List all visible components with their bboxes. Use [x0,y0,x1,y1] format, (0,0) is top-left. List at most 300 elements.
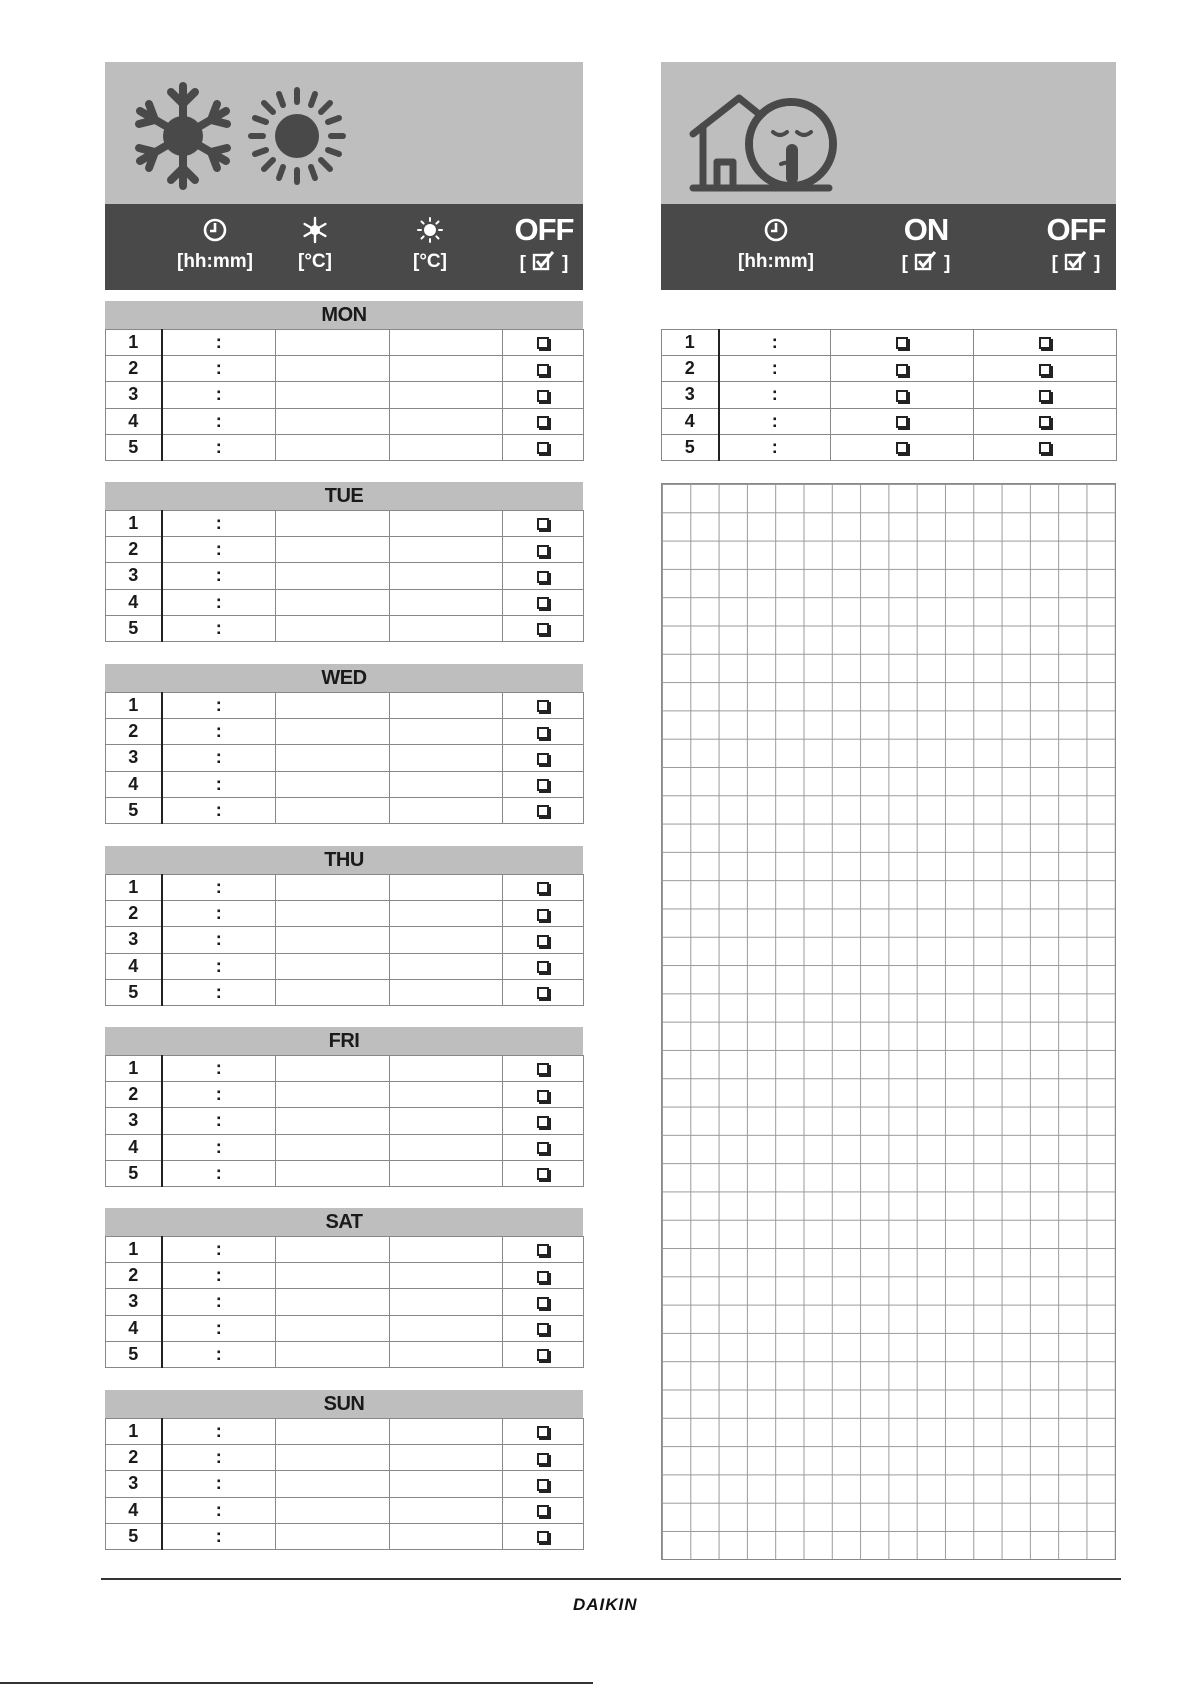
time-field[interactable]: : [162,1263,276,1289]
slot-number: 1 [106,511,162,537]
bracket-open: [ [901,253,908,274]
footer-divider [101,1578,1121,1580]
time-field[interactable]: : [162,1082,276,1108]
on-checkbox-cell[interactable] [831,356,974,382]
off-label: OFF [514,212,574,247]
cool-temp-field[interactable] [276,511,390,537]
off-checkbox-cell[interactable] [503,927,584,953]
slot-number: 2 [106,901,162,927]
slot-number: 4 [662,408,719,434]
off-checkbox-cell[interactable] [503,330,584,356]
heat-temp-field[interactable] [390,615,503,641]
off-checkbox[interactable] [537,1323,549,1335]
slot-number: 2 [106,719,162,745]
off-checkbox[interactable] [537,571,549,583]
off-checkbox[interactable] [537,518,549,530]
off-checkbox-cell[interactable] [503,1056,584,1082]
quiet-mode-icon [689,92,839,196]
time-field[interactable]: : [162,356,276,382]
bracket-close: ] [944,253,951,274]
on-checkbox-cell[interactable] [831,330,974,356]
table-row [106,745,584,771]
cool-temp-field[interactable] [276,979,390,1005]
slot-number: 4 [106,1497,162,1523]
table-row [106,589,584,615]
slot-number: 4 [106,1134,162,1160]
table-row [106,693,584,719]
heat-temp-field[interactable] [390,719,503,745]
on-checkbox-cell[interactable] [831,408,974,434]
table-row [106,1263,584,1289]
off-checkbox-cell[interactable] [503,745,584,771]
clock-icon [202,217,228,243]
time-field[interactable]: : [162,1160,276,1186]
time-field[interactable]: : [162,1445,276,1471]
heat-temp-field[interactable] [390,1523,503,1549]
heat-temp-field[interactable] [390,1108,503,1134]
heat-temp-field[interactable] [390,901,503,927]
cool-temp-field[interactable] [276,1497,390,1523]
cool-temp-field[interactable] [276,771,390,797]
slot-number: 1 [106,693,162,719]
cool-temp-field[interactable] [276,1445,390,1471]
cool-temp-field[interactable] [276,615,390,641]
off-checkbox-cell[interactable] [503,1160,584,1186]
clock-icon [763,217,789,243]
cool-temp-field[interactable] [276,1341,390,1367]
cool-temp-field[interactable] [276,1419,390,1445]
time-field[interactable]: : [162,382,276,408]
off-checkbox[interactable] [537,364,549,376]
slot-number: 5 [662,434,719,460]
snowflake-icon [133,82,233,190]
cool-temp-field[interactable] [276,330,390,356]
cool-temp-field[interactable] [276,537,390,563]
heat-temp-field[interactable] [390,330,503,356]
heat-temp-field[interactable] [390,1237,503,1263]
cool-temp-field[interactable] [276,1082,390,1108]
snowflake-small-icon [301,216,329,244]
off-checkbox-cell[interactable] [974,382,1117,408]
off-column-header [505,204,583,290]
day-schedule-table [105,874,584,1006]
table-row [106,408,584,434]
slot-number: 5 [106,434,162,460]
heat-temp-field[interactable] [390,771,503,797]
off-checkbox-cell[interactable] [974,408,1117,434]
on-checkbox[interactable] [896,364,908,376]
on-checkbox[interactable] [896,337,908,349]
time-unit-label: [hh:mm] [738,251,814,272]
heat-temp-field[interactable] [390,1134,503,1160]
off-checkbox[interactable] [537,1142,549,1154]
off-checkbox[interactable] [537,753,549,765]
off-checkbox[interactable] [537,987,549,999]
cool-temp-field[interactable] [276,1289,390,1315]
heat-temp-field[interactable] [390,797,503,823]
day-block-fri [105,1027,583,1187]
off-checkbox-cell[interactable] [503,1523,584,1549]
sun-icon [247,86,347,186]
off-checkbox-cell[interactable] [503,537,584,563]
slot-number: 3 [106,382,162,408]
slot-number: 2 [106,356,162,382]
off-checkbox-cell[interactable] [503,1445,584,1471]
table-row [106,953,584,979]
off-checkbox-cell[interactable] [974,330,1117,356]
table-row [662,408,1117,434]
time-field[interactable]: : [162,1419,276,1445]
off-checkbox[interactable] [537,390,549,402]
cool-temp-field[interactable] [276,382,390,408]
off-checkbox-cell[interactable] [503,719,584,745]
off-checkbox[interactable] [537,1531,549,1543]
off-checkbox[interactable] [537,1063,549,1075]
heat-temp-field[interactable] [390,382,503,408]
cool-temp-field[interactable] [276,901,390,927]
off-checkbox-cell[interactable] [503,771,584,797]
off-checkbox[interactable] [537,623,549,635]
heat-temp-field[interactable] [390,1471,503,1497]
time-unit-label: [hh:mm] [177,251,253,272]
off-checkbox[interactable] [537,727,549,739]
off-checkbox-cell[interactable] [974,434,1117,460]
on-column-header [886,204,966,290]
slot-number: 3 [106,1289,162,1315]
table-row [106,1134,584,1160]
table-row [106,434,584,460]
slot-number: 5 [106,797,162,823]
off-checkbox[interactable] [537,545,549,557]
slot-number: 4 [106,408,162,434]
off-checkbox-cell[interactable] [503,1315,584,1341]
day-schedule-table [105,1055,584,1187]
day-header: TUE [105,482,583,510]
checkbox-checked-icon [532,250,556,272]
heat-temp-field[interactable] [390,745,503,771]
cool-temp-field[interactable] [276,356,390,382]
table-row [106,1315,584,1341]
table-row [106,875,584,901]
off-checkbox-cell[interactable] [503,1108,584,1134]
slot-number: 5 [106,1523,162,1549]
heat-temp-field[interactable] [390,563,503,589]
slot-number: 3 [662,382,719,408]
day-block-sat [105,1208,583,1368]
table-row [106,1445,584,1471]
day-header: MON [105,301,583,329]
heat-temp-field[interactable] [390,1315,503,1341]
cool-temp-field[interactable] [276,953,390,979]
heat-temp-field[interactable] [390,356,503,382]
heat-temp-field[interactable] [390,1263,503,1289]
on-checkbox[interactable] [896,442,908,454]
off-checkbox[interactable] [537,1244,549,1256]
off-checkbox[interactable] [537,1116,549,1128]
checkbox-checked-icon [914,250,938,272]
off-checkbox[interactable] [537,909,549,921]
time-field[interactable]: : [162,745,276,771]
cool-temp-field[interactable] [276,1523,390,1549]
off-checkbox-cell[interactable] [503,797,584,823]
off-checkbox[interactable] [537,882,549,894]
day-header: WED [105,664,583,692]
table-row [106,1523,584,1549]
notes-grid [661,483,1116,1560]
cool-temp-field[interactable] [276,797,390,823]
off-checkbox-cell[interactable] [503,1289,584,1315]
slot-number: 1 [106,1419,162,1445]
time-field[interactable]: : [162,1341,276,1367]
time-field[interactable]: : [162,563,276,589]
time-field[interactable]: : [162,953,276,979]
off-checkbox[interactable] [537,1349,549,1361]
off-checkbox[interactable] [537,805,549,817]
cool-temp-field[interactable] [276,1160,390,1186]
day-header: SAT [105,1208,583,1236]
slot-number: 1 [662,330,719,356]
cool-temp-field[interactable] [276,1108,390,1134]
time-field[interactable]: : [162,589,276,615]
time-field[interactable]: : [719,330,831,356]
heat-temp-field[interactable] [390,1082,503,1108]
time-field[interactable]: : [162,797,276,823]
heat-temp-field[interactable] [390,1497,503,1523]
heat-temp-field[interactable] [390,1341,503,1367]
cool-temp-field[interactable] [276,719,390,745]
time-field[interactable]: : [162,1289,276,1315]
off-checkbox-cell[interactable] [503,511,584,537]
cool-temp-field[interactable] [276,563,390,589]
bottom-rule [0,1682,593,1684]
day-schedule-table [105,692,584,824]
heat-temp-field[interactable] [390,511,503,537]
heat-temp-field[interactable] [390,434,503,460]
time-field[interactable]: : [162,615,276,641]
slot-number: 2 [106,537,162,563]
off-checkbox[interactable] [1039,416,1051,428]
table-row [106,979,584,1005]
off-checkbox[interactable] [537,1168,549,1180]
off-checkbox-cell[interactable] [503,901,584,927]
slot-number: 2 [662,356,719,382]
day-header: FRI [105,1027,583,1055]
day-schedule-table [105,510,584,642]
off-checkbox[interactable] [537,1453,549,1465]
on-checkbox[interactable] [896,390,908,402]
heat-temp-field[interactable] [390,1419,503,1445]
off-checkbox-cell[interactable] [503,693,584,719]
cool-temp-field[interactable] [276,1134,390,1160]
table-row [106,1056,584,1082]
time-field[interactable]: : [162,1108,276,1134]
cool-temp-field[interactable] [276,408,390,434]
heat-temp-field[interactable] [390,693,503,719]
off-checkbox-cell[interactable] [503,1237,584,1263]
off-checkbox-cell[interactable] [503,615,584,641]
time-field[interactable]: : [162,330,276,356]
time-field[interactable]: : [162,771,276,797]
slot-number: 4 [106,1315,162,1341]
heat-temp-field[interactable] [390,979,503,1005]
time-field[interactable]: : [162,719,276,745]
table-row [662,330,1117,356]
table-row [106,927,584,953]
off-checkbox-cell[interactable] [503,875,584,901]
slot-number: 1 [106,1237,162,1263]
table-row [106,771,584,797]
time-field[interactable]: : [719,356,831,382]
off-checkbox[interactable] [537,779,549,791]
on-checkbox-cell[interactable] [831,434,974,460]
time-field[interactable]: : [162,1134,276,1160]
off-checkbox[interactable] [537,337,549,349]
heat-temp-field[interactable] [390,1289,503,1315]
off-checkbox-cell[interactable] [503,1082,584,1108]
off-checkbox[interactable] [1039,442,1051,454]
slot-number: 3 [106,927,162,953]
table-row [106,563,584,589]
off-checkbox-cell[interactable] [503,1341,584,1367]
time-field[interactable]: : [719,382,831,408]
heat-temp-field[interactable] [390,1445,503,1471]
off-checkbox[interactable] [537,1479,549,1491]
off-checkbox-cell[interactable] [503,953,584,979]
off-checkbox[interactable] [1039,364,1051,376]
time-field[interactable]: : [162,1471,276,1497]
off-checkbox[interactable] [1039,337,1051,349]
off-checkbox-cell[interactable] [503,356,584,382]
daikin-logo: DAIKIN [573,1595,638,1614]
off-checkbox-cell[interactable] [503,382,584,408]
off-checkbox-cell[interactable] [503,434,584,460]
off-checkbox[interactable] [537,1090,549,1102]
off-checkbox[interactable] [537,961,549,973]
cool-temp-field[interactable] [276,1263,390,1289]
on-checkbox[interactable] [896,416,908,428]
on-label: ON [903,212,949,247]
bracket-open: [ [519,253,526,274]
off-checkbox-cell[interactable] [503,1497,584,1523]
time-field[interactable]: : [719,408,831,434]
table-row [106,1082,584,1108]
table-row [106,511,584,537]
off-checkbox-cell[interactable] [503,1134,584,1160]
bracket-close: ] [562,253,569,274]
off-column-header [1036,204,1116,290]
cool-temp-field[interactable] [276,434,390,460]
heat-temp-field[interactable] [390,875,503,901]
heat-temp-field[interactable] [390,537,503,563]
off-checkbox[interactable] [537,416,549,428]
time-field[interactable]: : [719,434,831,460]
table-row [106,1419,584,1445]
cool-temp-field[interactable] [276,875,390,901]
table-row [106,537,584,563]
time-field[interactable]: : [162,1315,276,1341]
time-field[interactable]: : [162,434,276,460]
off-checkbox[interactable] [537,442,549,454]
heat-temp-field[interactable] [390,1160,503,1186]
heat-temp-field[interactable] [390,1056,503,1082]
cool-temp-field[interactable] [276,693,390,719]
off-checkbox-cell[interactable] [503,563,584,589]
day-block-tue [105,482,583,642]
off-checkbox[interactable] [537,700,549,712]
time-field[interactable]: : [162,1523,276,1549]
time-field[interactable]: : [162,901,276,927]
table-row [662,382,1117,408]
off-checkbox-cell[interactable] [503,1263,584,1289]
heat-temp-unit-label: [°C] [413,251,447,272]
time-field[interactable]: : [162,511,276,537]
heat-temp-field[interactable] [390,589,503,615]
day-header: THU [105,846,583,874]
on-checkbox-cell[interactable] [831,382,974,408]
cool-temp-field[interactable] [276,745,390,771]
bracket-close: ] [1094,253,1101,274]
cool-temp-unit-label: [°C] [298,251,332,272]
off-checkbox[interactable] [537,1505,549,1517]
off-checkbox-cell[interactable] [503,979,584,1005]
heat-temp-field[interactable] [390,408,503,434]
time-field[interactable]: : [162,693,276,719]
off-checkbox-cell[interactable] [503,408,584,434]
time-field[interactable]: : [162,1056,276,1082]
time-field[interactable]: : [162,537,276,563]
cool-temp-field[interactable] [276,927,390,953]
off-checkbox[interactable] [537,1297,549,1309]
slot-number: 2 [106,1445,162,1471]
time-field[interactable]: : [162,875,276,901]
time-field[interactable]: : [162,1237,276,1263]
off-checkbox[interactable] [1039,390,1051,402]
cool-temp-field[interactable] [276,1056,390,1082]
off-checkbox[interactable] [537,1426,549,1438]
slot-number: 4 [106,771,162,797]
off-checkbox-cell[interactable] [974,356,1117,382]
off-checkbox-cell[interactable] [503,1419,584,1445]
quiet-time-column-header [721,204,831,290]
table-row [106,1471,584,1497]
heat-temp-field[interactable] [390,953,503,979]
cool-temp-column-header [275,204,355,290]
slot-number: 5 [106,615,162,641]
checkbox-checked-icon [1064,250,1088,272]
off-checkbox[interactable] [537,935,549,947]
time-field[interactable]: : [162,408,276,434]
off-checkbox-cell[interactable] [503,589,584,615]
off-checkbox[interactable] [537,1271,549,1283]
table-row [106,1289,584,1315]
time-field[interactable]: : [162,927,276,953]
table-row [106,1341,584,1367]
time-field[interactable]: : [162,1497,276,1523]
heat-temp-field[interactable] [390,927,503,953]
table-row [106,1237,584,1263]
day-block-thu [105,846,583,1006]
off-checkbox-cell[interactable] [503,1471,584,1497]
right-column-header [661,204,1116,290]
cool-temp-field[interactable] [276,589,390,615]
slot-number: 2 [106,1263,162,1289]
cool-temp-field[interactable] [276,1237,390,1263]
off-label: OFF [1046,212,1106,247]
cool-temp-field[interactable] [276,1315,390,1341]
time-field[interactable]: : [162,979,276,1005]
off-checkbox[interactable] [537,597,549,609]
cool-temp-field[interactable] [276,1471,390,1497]
